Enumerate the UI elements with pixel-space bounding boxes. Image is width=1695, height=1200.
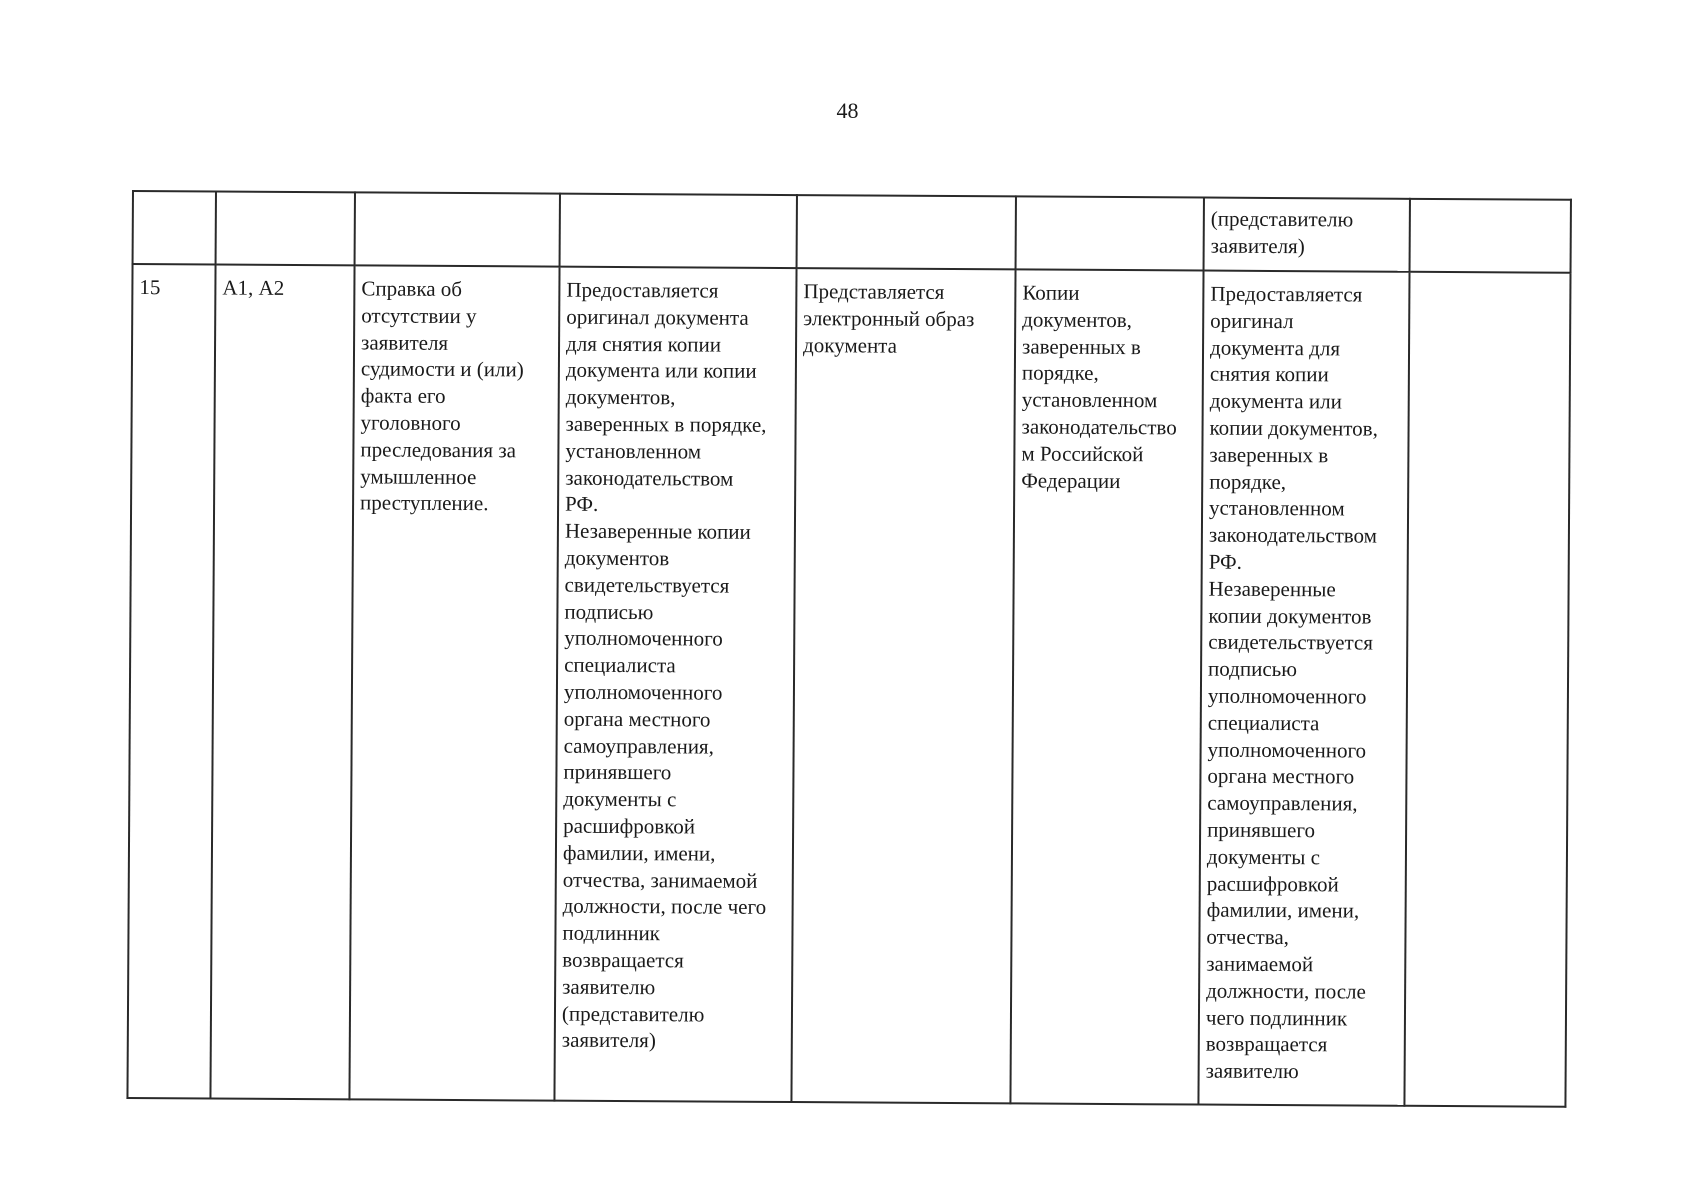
category-cell: А1, А2	[210, 265, 354, 1100]
table-cell: (представителю заявителя)	[1204, 198, 1410, 272]
electronic-submission-cell: Представляется электронный образ документа	[791, 268, 1015, 1103]
mail-submission-cell: Копии документов, заверенных в порядке, установленном законодательство м Российской Федерации	[1010, 269, 1203, 1104]
table-cell	[1410, 199, 1571, 273]
table-cell	[216, 192, 355, 266]
table-cell	[560, 194, 797, 268]
table-row-15	[127, 264, 1570, 1107]
document-name-cell: Справка об отсутствии у заявителя судимости и (или) факта его уголовного преследования за умышленное преступление.	[349, 265, 559, 1100]
table-row-continued	[133, 191, 1571, 273]
table-cell	[133, 191, 216, 265]
note-cell	[1404, 272, 1570, 1107]
requirements-table	[126, 190, 1572, 1108]
table-cell	[797, 195, 1016, 269]
personal-submission-cell: Предоставляется оригинал документа для снятия копии документа или копии документов, заверенных в порядке, установленном законодательством РФ. Незаверенные копии документов свидетельствуется подписью уполномоченного специалиста уполномоченного органа местного самоуправления, принявшего документы с расшифровкой фамилии, имени, отчества, занимаемой должности, после чего подлинник возвращается заявителю (представителю заявителя)	[554, 267, 796, 1102]
table-cell	[1016, 196, 1204, 270]
page-number: 48	[836, 98, 859, 123]
row-number-cell: 15	[127, 264, 215, 1098]
mfc-submission-cell: Предоставляется оригинал документа для снятия копии документа или копии документов, заверенных в порядке, установленном законодательством РФ. Незаверенные копии документов свидетельствуется подписью уполномоченного специалиста уполномоченного органа местного самоуправления, принявшего документы с расшифровкой фамилии, имени, отчества, занимаемой должности, после чего подлинник возвращается заявителю	[1198, 271, 1409, 1106]
table-cell	[355, 192, 560, 266]
